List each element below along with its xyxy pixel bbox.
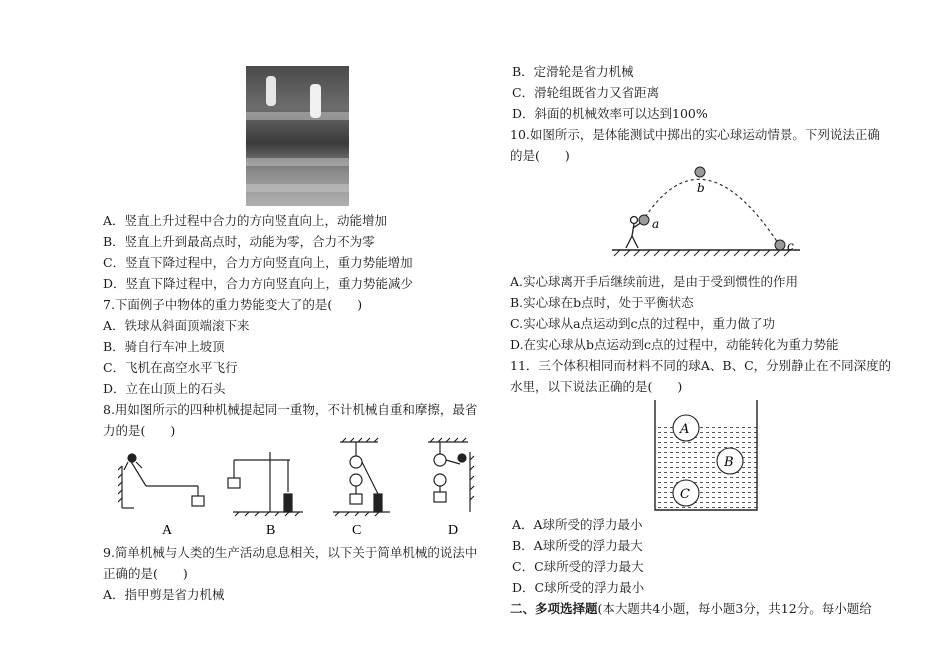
section-2-title: 二、多项选择题 (510, 601, 598, 616)
q10-option-b: B.实心球在b点时，处于平衡状态 (510, 295, 694, 310)
q10-stem-line2: 的是( ) (510, 148, 570, 163)
q7-option-b: B．骑自行车冲上坡顶 (103, 339, 225, 354)
q9-stem-line1: 9.简单机械与人类的生产活动息息相关，以下关于简单机械的说法中 (103, 545, 478, 560)
machine-a-lever (118, 454, 204, 508)
label-c: C (352, 523, 362, 538)
q11-stem-line2: 水里，以下说法正确的是( ) (510, 379, 683, 394)
label-b: B (266, 523, 276, 538)
ball-b-label: B (724, 455, 734, 470)
q7-option-d: D．立在山顶上的石头 (103, 381, 226, 396)
q8-stem-line2: 力的是( ) (103, 423, 176, 438)
ball-c (775, 240, 785, 250)
q11-option-c: C．C球所受的浮力最大 (512, 559, 644, 574)
ball-a (639, 215, 649, 225)
q11-option-b: B．A球所受的浮力最大 (512, 538, 643, 553)
q9-option-c: C．滑轮组既省力又省距离 (512, 85, 660, 100)
q8-machines-figure (118, 436, 488, 540)
q10-stem-line1: 10.如图所示，是体能测试中掷出的实心球运动情景。下列说法正确 (510, 127, 880, 142)
q8-stem-line1: 8.用如图所示的四种机械提起同一重物，不计机械自重和摩擦，最省 (103, 402, 478, 417)
ball-b (695, 167, 705, 177)
q10-option-d: D.在实心球从b点运动到c点的过程中，动能转化为重力势能 (510, 337, 839, 352)
section-2-description: (本大题共4小题，每小题3分，共12分。每小题给 (597, 601, 872, 616)
q11-option-d: D．C球所受的浮力最小 (512, 580, 645, 595)
q11-stem-line1: 11．三个体积相同而材料不同的球A、B、C，分别静止在不同深度的 (510, 358, 892, 373)
section-2-heading (510, 601, 872, 617)
machine-b-pole (228, 452, 303, 516)
label-d: D (448, 523, 459, 538)
q11-option-a: A．A球所受的浮力最小 (512, 517, 643, 532)
athlete-figure-2 (310, 84, 321, 118)
q9-stem-line2: 正确的是( ) (103, 566, 188, 581)
q7-stem: 7.下面例子中物体的重力势能变大了的是( ) (103, 297, 363, 312)
point-b-label: b (697, 181, 705, 195)
q9-option-b: B．定滑轮是省力机械 (512, 64, 634, 79)
point-c-label: c (787, 239, 794, 253)
q6-option-a: A．竖直上升过程中合力的方向竖直向上，动能增加 (103, 213, 388, 228)
ball-c-label: C (680, 487, 690, 502)
label-a: A (162, 523, 173, 538)
q10-ball-trajectory-figure (612, 166, 804, 258)
q11-water-tank-figure (652, 400, 760, 512)
athlete-figure-1 (266, 76, 276, 106)
ball-a-label: A (680, 422, 690, 437)
trampoline-photo (246, 66, 349, 206)
q9-option-a: A．指甲剪是省力机械 (103, 587, 225, 602)
q10-option-c: C.实心球从a点运动到c点的过程中，重力做了功 (510, 316, 776, 331)
q7-option-c: C．飞机在高空水平飞行 (103, 360, 238, 375)
q6-option-b: B．竖直上升到最高点时，动能为零，合力不为零 (103, 234, 375, 249)
machine-d-pulley-block (428, 438, 474, 512)
point-a-label: a (652, 217, 660, 231)
machine-c-pulley (333, 438, 390, 516)
q10-option-a: A.实心球离开手后继续前进，是由于受到惯性的作用 (510, 274, 799, 289)
q6-option-d: D．竖直下降过程中，合力方向竖直向上，重力势能减少 (103, 276, 414, 291)
q6-option-c: C．竖直下降过程中，合力方向竖直向上，重力势能增加 (103, 255, 413, 270)
q7-option-a: A．铁球从斜面顶端滚下来 (103, 318, 250, 333)
q9-option-d: D．斜面的机械效率可以达到100% (512, 106, 708, 121)
